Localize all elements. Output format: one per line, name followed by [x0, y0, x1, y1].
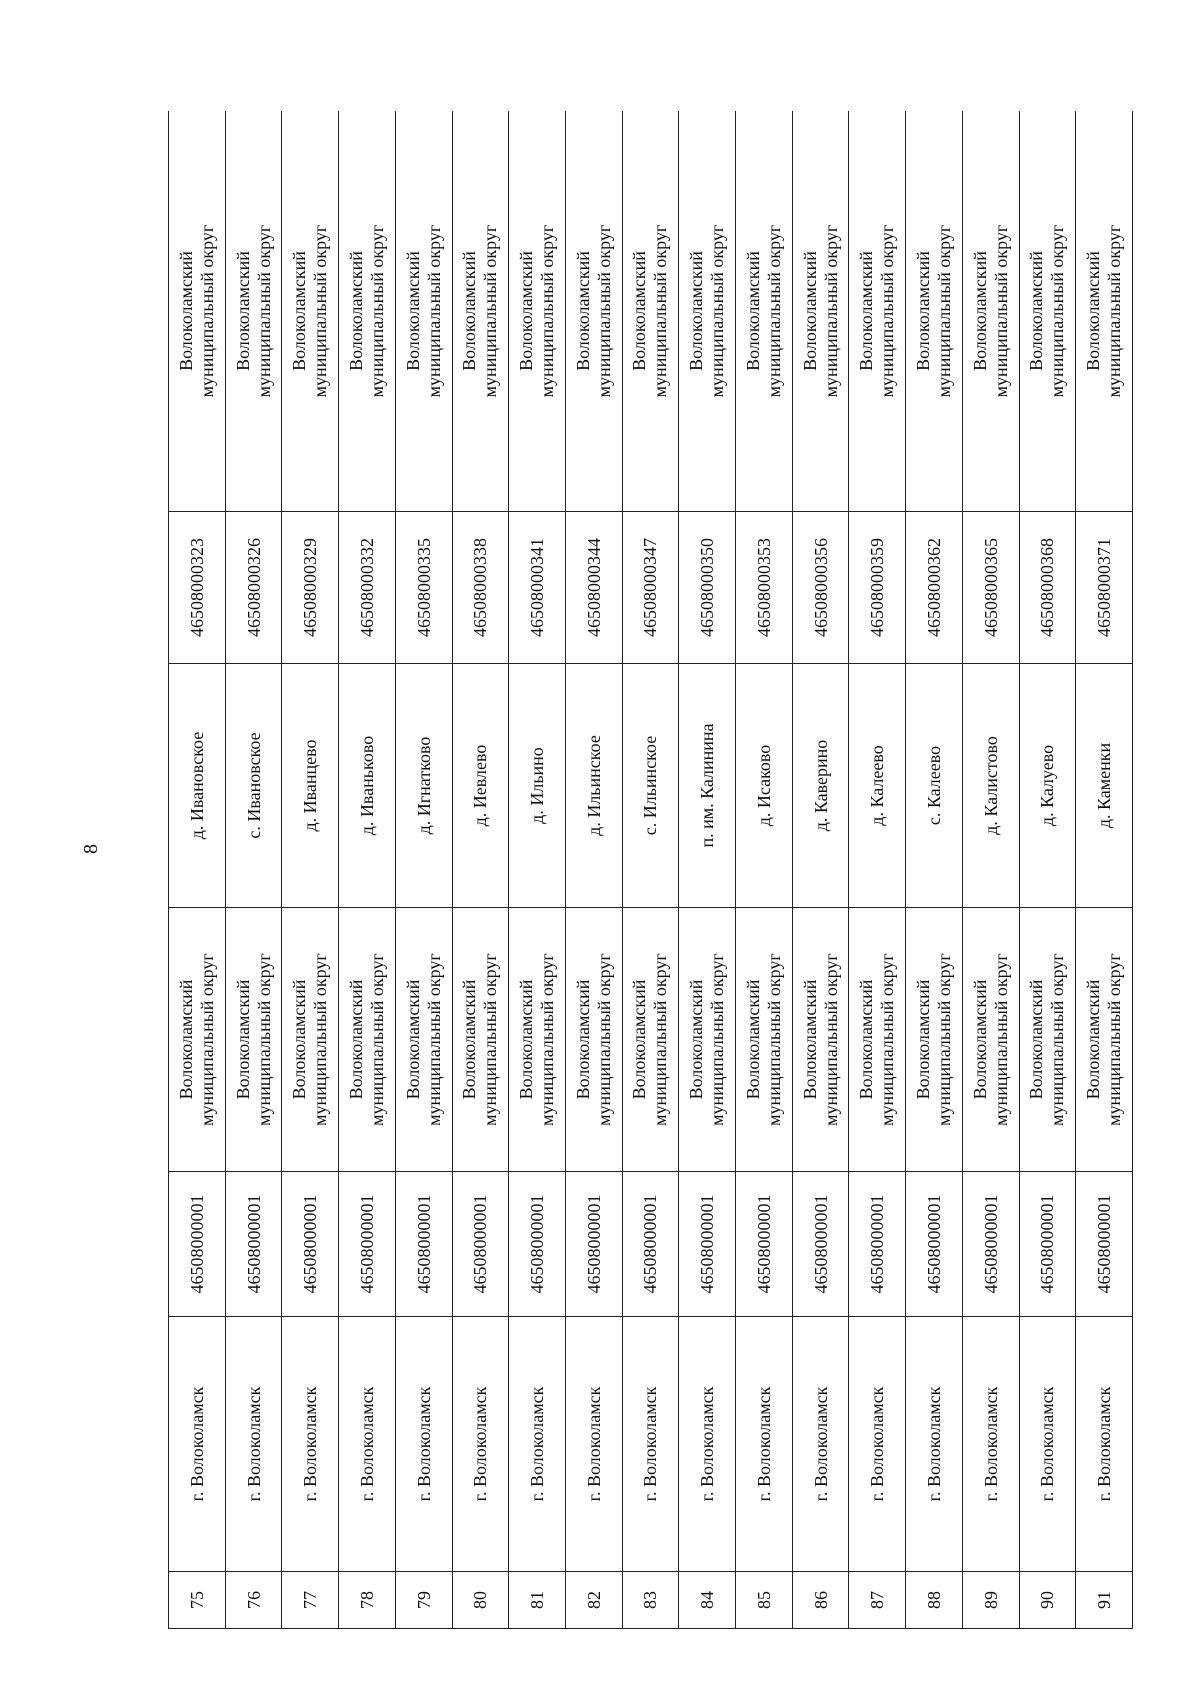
row-number-cell: 80 [452, 1572, 509, 1629]
city-code-cell: 46508000001 [169, 1172, 226, 1317]
city-code-cell: 46508000001 [1076, 1172, 1133, 1317]
settlement-cell: д. Ивановское [169, 664, 226, 908]
settlement-code-cell: 46508000353 [736, 512, 793, 664]
row-number-cell: 77 [282, 1572, 339, 1629]
settlement-cell: д. Каверино [792, 664, 849, 908]
settlement-cell: с. Ильинское [622, 664, 679, 908]
settlement-municipality-cell-line1: Волоколамский [629, 251, 650, 371]
city-municipality-cell-line2: муниципальный округ [366, 953, 387, 1126]
settlement-municipality-cell [962, 111, 1019, 512]
city-municipality-cell-line2: муниципальный округ [310, 953, 331, 1126]
settlement-municipality-cell-line1: Волоколамский [856, 251, 877, 371]
city-municipality-cell-line1: Волоколамский [345, 979, 366, 1100]
city-code-cell: 46508000001 [792, 1172, 849, 1317]
city-municipality-cell-line1: Волоколамский [289, 979, 310, 1100]
city-cell: г. Волоколамск [565, 1317, 622, 1572]
settlement-cell: д. Калистово [962, 664, 1019, 908]
city-municipality-cell-line1: Волоколамский [969, 979, 990, 1100]
city-cell: г. Волоколамск [339, 1317, 396, 1572]
city-municipality-cell-line1: Волоколамский [516, 979, 537, 1100]
settlement-code-cell: 46508000347 [622, 512, 679, 664]
settlement-municipality-cell-line1: Волоколамский [345, 251, 366, 371]
settlement-municipality-cell-line2: муниципальный округ [537, 224, 558, 398]
settlement-code-cell: 46508000371 [1076, 512, 1133, 664]
city-municipality-cell-line2: муниципальный округ [423, 953, 444, 1126]
table-body [169, 111, 1133, 1629]
settlement-municipality-cell [1019, 111, 1076, 512]
settlement-municipality-cell-line2: муниципальный округ [650, 224, 671, 398]
settlement-code-cell: 46508000362 [906, 512, 963, 664]
settlement-municipality-cell-line1: Волоколамский [969, 251, 990, 371]
city-cell: г. Волоколамск [792, 1317, 849, 1572]
settlement-municipality-cell-line2: муниципальный округ [423, 224, 444, 398]
settlement-cell: д. Иванцево [282, 664, 339, 908]
settlement-municipality-cell-line1: Волоколамский [912, 251, 933, 371]
rotated-table-container [168, 111, 1133, 1629]
city-municipality-cell [962, 908, 1019, 1172]
city-municipality-cell-line1: Волоколамский [1026, 979, 1047, 1100]
table-row [622, 111, 679, 1629]
settlement-municipality-cell [679, 111, 736, 512]
table-row [452, 111, 509, 1629]
city-cell: г. Волоколамск [962, 1317, 1019, 1572]
settlement-municipality-cell-line1: Волоколамский [459, 251, 480, 371]
city-municipality-cell [282, 908, 339, 1172]
table-row [906, 111, 963, 1629]
settlement-cell: д. Иваньково [339, 664, 396, 908]
settlement-municipality-cell-line1: Волоколамский [742, 251, 763, 371]
settlement-code-cell: 46508000341 [509, 512, 566, 664]
settlement-municipality-cell-line2: муниципальный округ [1104, 224, 1125, 398]
city-cell: г. Волоколамск [225, 1317, 282, 1572]
settlement-municipality-cell-line1: Волоколамский [289, 251, 310, 371]
settlement-municipality-cell-line1: Волоколамский [232, 251, 253, 371]
city-cell: г. Волоколамск [736, 1317, 793, 1572]
settlement-municipality-cell [395, 111, 452, 512]
city-code-cell: 46508000001 [1019, 1172, 1076, 1317]
row-number-cell: 78 [339, 1572, 396, 1629]
city-code-cell: 46508000001 [339, 1172, 396, 1317]
city-municipality-cell [169, 908, 226, 1172]
settlement-code-cell: 46508000365 [962, 512, 1019, 664]
settlement-cell: д. Исаково [736, 664, 793, 908]
table-row [792, 111, 849, 1629]
city-municipality-cell-line1: Волоколамский [856, 979, 877, 1100]
city-municipality-cell-line2: муниципальный округ [1047, 953, 1068, 1126]
row-number-cell: 83 [622, 1572, 679, 1629]
city-cell: г. Волоколамск [1076, 1317, 1133, 1572]
settlement-municipality-cell-line2: муниципальный округ [310, 224, 331, 398]
settlement-municipality-cell-line2: муниципальный округ [253, 224, 274, 398]
page-number: 8 [80, 844, 102, 854]
city-municipality-cell [225, 908, 282, 1172]
settlement-cell: д. Калеево [849, 664, 906, 908]
row-number-cell: 84 [679, 1572, 736, 1629]
settlement-municipality-cell-line1: Волоколамский [402, 251, 423, 371]
settlement-municipality-cell-line2: муниципальный округ [480, 224, 501, 398]
settlement-code-cell: 46508000323 [169, 512, 226, 664]
table-row [962, 111, 1019, 1629]
table-row [1076, 111, 1133, 1629]
settlement-municipality-cell-line2: муниципальный округ [366, 224, 387, 398]
city-code-cell: 46508000001 [565, 1172, 622, 1317]
city-cell: г. Волоколамск [169, 1317, 226, 1572]
row-number-cell: 76 [225, 1572, 282, 1629]
city-municipality-cell-line2: муниципальный округ [877, 953, 898, 1126]
settlement-municipality-cell [225, 111, 282, 512]
document-table-frame [168, 111, 1133, 1629]
city-municipality-cell-line1: Волоколамский [629, 979, 650, 1100]
settlement-code-cell: 46508000350 [679, 512, 736, 664]
city-municipality-cell [1019, 908, 1076, 1172]
city-municipality-cell [565, 908, 622, 1172]
city-cell: г. Волоколамск [906, 1317, 963, 1572]
city-code-cell: 46508000001 [736, 1172, 793, 1317]
city-code-cell: 46508000001 [282, 1172, 339, 1317]
city-municipality-cell-line1: Волоколамский [459, 979, 480, 1100]
settlement-cell: д. Калуево [1019, 664, 1076, 908]
city-municipality-cell-line2: муниципальный округ [933, 953, 954, 1126]
table-row [565, 111, 622, 1629]
settlement-municipality-cell [736, 111, 793, 512]
row-number-cell: 91 [1076, 1572, 1133, 1629]
settlement-municipality-cell-line2: муниципальный округ [990, 224, 1011, 398]
city-cell: г. Волоколамск [679, 1317, 736, 1572]
settlement-municipality-cell-line1: Волоколамский [799, 251, 820, 371]
city-municipality-cell [792, 908, 849, 1172]
settlement-municipality-cell-line2: муниципальный округ [707, 224, 728, 398]
table-row [395, 111, 452, 1629]
city-code-cell: 46508000001 [225, 1172, 282, 1317]
row-number-cell: 87 [849, 1572, 906, 1629]
city-municipality-cell [395, 908, 452, 1172]
city-municipality-cell-line2: муниципальный округ [763, 953, 784, 1126]
settlement-municipality-cell-line2: муниципальный округ [1047, 224, 1068, 398]
city-municipality-cell-line2: муниципальный округ [1104, 953, 1125, 1126]
city-cell: г. Волоколамск [622, 1317, 679, 1572]
city-cell: г. Волоколамск [849, 1317, 906, 1572]
settlement-cell: с. Калеево [906, 664, 963, 908]
city-code-cell: 46508000001 [849, 1172, 906, 1317]
settlement-cell: д. Ильинское [565, 664, 622, 908]
settlement-municipality-cell [906, 111, 963, 512]
table-row [1019, 111, 1076, 1629]
settlement-municipality-cell-line1: Волоколамский [686, 251, 707, 371]
settlement-municipality-cell-line2: муниципальный округ [933, 224, 954, 398]
row-number-cell: 90 [1019, 1572, 1076, 1629]
settlement-municipality-cell [622, 111, 679, 512]
settlement-municipality-cell-line2: муниципальный округ [196, 224, 217, 398]
settlement-code-cell: 46508000332 [339, 512, 396, 664]
city-municipality-cell [736, 908, 793, 1172]
settlement-municipality-cell-line2: муниципальный округ [593, 224, 614, 398]
settlement-code-cell: 46508000356 [792, 512, 849, 664]
settlement-municipality-cell-line2: муниципальный округ [877, 224, 898, 398]
table-row [339, 111, 396, 1629]
settlement-codes-table [168, 111, 1133, 1629]
city-code-cell: 46508000001 [395, 1172, 452, 1317]
settlement-municipality-cell [792, 111, 849, 512]
settlement-cell: с. Ивановское [225, 664, 282, 908]
city-municipality-cell-line1: Волоколамский [912, 979, 933, 1100]
settlement-code-cell: 46508000368 [1019, 512, 1076, 664]
settlement-cell: д. Каменки [1076, 664, 1133, 908]
settlement-municipality-cell-line2: муниципальный округ [820, 224, 841, 398]
row-number-cell: 89 [962, 1572, 1019, 1629]
settlement-code-cell: 46508000335 [395, 512, 452, 664]
city-municipality-cell-line2: муниципальный округ [537, 953, 558, 1126]
city-municipality-cell-line1: Волоколамский [799, 979, 820, 1100]
settlement-code-cell: 46508000338 [452, 512, 509, 664]
table-row [509, 111, 566, 1629]
city-cell: г. Волоколамск [452, 1317, 509, 1572]
settlement-municipality-cell [565, 111, 622, 512]
settlement-municipality-cell-line1: Волоколамский [572, 251, 593, 371]
city-municipality-cell-line1: Волоколамский [1083, 979, 1104, 1100]
row-number-cell: 81 [509, 1572, 566, 1629]
row-number-cell: 79 [395, 1572, 452, 1629]
city-municipality-cell-line1: Волоколамский [175, 979, 196, 1100]
settlement-cell: д. Ильино [509, 664, 566, 908]
settlement-municipality-cell [339, 111, 396, 512]
city-code-cell: 46508000001 [622, 1172, 679, 1317]
city-municipality-cell-line1: Волоколамский [742, 979, 763, 1100]
city-municipality-cell-line2: муниципальный округ [990, 953, 1011, 1126]
settlement-municipality-cell [169, 111, 226, 512]
settlement-municipality-cell [282, 111, 339, 512]
city-municipality-cell [1076, 908, 1133, 1172]
settlement-cell: д. Иевлево [452, 664, 509, 908]
row-number-cell: 75 [169, 1572, 226, 1629]
row-number-cell: 88 [906, 1572, 963, 1629]
city-code-cell: 46508000001 [509, 1172, 566, 1317]
row-number-cell: 85 [736, 1572, 793, 1629]
settlement-municipality-cell-line1: Волоколамский [1083, 251, 1104, 371]
city-municipality-cell-line1: Волоколамский [686, 979, 707, 1100]
city-municipality-cell-line2: муниципальный округ [480, 953, 501, 1126]
settlement-cell: п. им. Калинина [679, 664, 736, 908]
city-municipality-cell-line1: Волоколамский [232, 979, 253, 1100]
table-row [225, 111, 282, 1629]
table-row [282, 111, 339, 1629]
settlement-municipality-cell-line2: муниципальный округ [763, 224, 784, 398]
city-cell: г. Волоколамск [509, 1317, 566, 1572]
settlement-municipality-cell [1076, 111, 1133, 512]
city-municipality-cell [906, 908, 963, 1172]
settlement-municipality-cell-line1: Волоколамский [175, 251, 196, 371]
settlement-municipality-cell [509, 111, 566, 512]
table-row [736, 111, 793, 1629]
settlement-code-cell: 46508000329 [282, 512, 339, 664]
settlement-municipality-cell [452, 111, 509, 512]
city-code-cell: 46508000001 [452, 1172, 509, 1317]
city-code-cell: 46508000001 [679, 1172, 736, 1317]
city-municipality-cell-line2: муниципальный округ [707, 953, 728, 1126]
city-municipality-cell-line2: муниципальный округ [253, 953, 274, 1126]
city-code-cell: 46508000001 [906, 1172, 963, 1317]
settlement-code-cell: 46508000326 [225, 512, 282, 664]
city-municipality-cell-line2: муниципальный округ [650, 953, 671, 1126]
city-cell: г. Волоколамск [282, 1317, 339, 1572]
city-municipality-cell [679, 908, 736, 1172]
row-number-cell: 82 [565, 1572, 622, 1629]
city-municipality-cell [622, 908, 679, 1172]
settlement-municipality-cell-line1: Волоколамский [516, 251, 537, 371]
city-municipality-cell [452, 908, 509, 1172]
city-municipality-cell-line2: муниципальный округ [593, 953, 614, 1126]
settlement-code-cell: 46508000359 [849, 512, 906, 664]
city-municipality-cell [849, 908, 906, 1172]
table-row [849, 111, 906, 1629]
table-row [169, 111, 226, 1629]
settlement-municipality-cell [849, 111, 906, 512]
city-municipality-cell-line2: муниципальный округ [196, 953, 217, 1126]
city-code-cell: 46508000001 [962, 1172, 1019, 1317]
city-municipality-cell-line1: Волоколамский [572, 979, 593, 1100]
city-cell: г. Волоколамск [395, 1317, 452, 1572]
city-municipality-cell-line2: муниципальный округ [820, 953, 841, 1126]
city-municipality-cell [339, 908, 396, 1172]
settlement-municipality-cell-line1: Волоколамский [1026, 251, 1047, 371]
settlement-cell: д. Игнатково [395, 664, 452, 908]
table-row [679, 111, 736, 1629]
city-municipality-cell [509, 908, 566, 1172]
city-municipality-cell-line1: Волоколамский [402, 979, 423, 1100]
settlement-code-cell: 46508000344 [565, 512, 622, 664]
city-cell: г. Волоколамск [1019, 1317, 1076, 1572]
row-number-cell: 86 [792, 1572, 849, 1629]
